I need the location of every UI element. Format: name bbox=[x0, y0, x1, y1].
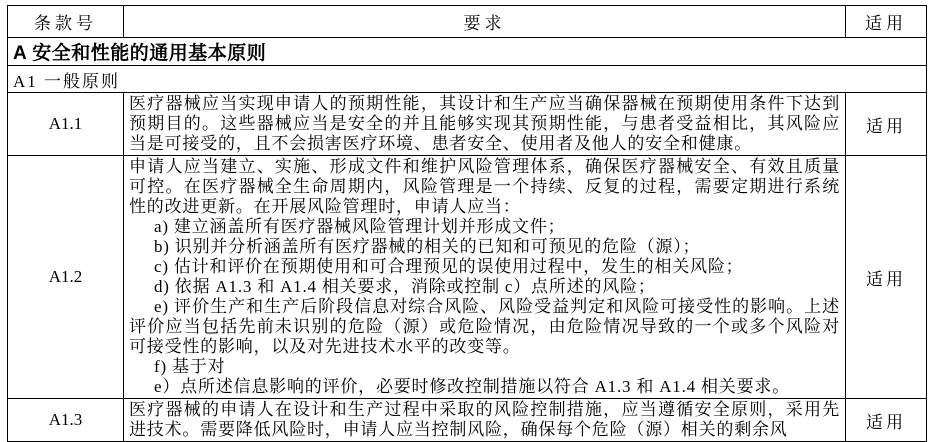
requirement-intro: 申请人应当建立、实施、形成文件和维护风险管理体系，确保医疗器械安全、有效且质量可控。在医疗器械全生命周期内，风险管理是一个持续、反复的过程，需要定期进行系统性的改进更新。在开展风险管理时，申请人应当： bbox=[129, 157, 840, 216]
table-row-a1-3 bbox=[8, 399, 927, 442]
requirement-item-f: f) 基于对 bbox=[154, 357, 226, 376]
section-row-a1 bbox=[8, 66, 927, 93]
clause-number: A1.1 bbox=[8, 93, 124, 156]
requirement-item-e: e) 评价生产和生产后阶段信息对综合风险、风险受益判定和风险可接受性的影响。上述评价应当包括先前未识别的危险（源）或危险情况，由危险情况导致的一个或多个风险对可接受性的影响，以及对先进技术水平的改变等。 bbox=[129, 297, 840, 356]
requirement-item-a: a) 建立涵盖所有医疗器械风险管理计划并形成文件； bbox=[154, 217, 566, 236]
section-title-a1: A1 一般原则 bbox=[8, 66, 927, 93]
requirement-item-b: b) 识别并分析涵盖所有医疗器械的相关的已知和可预见的危险（源）； bbox=[154, 237, 701, 256]
applicable-value: 适用 bbox=[846, 156, 927, 399]
section-title-a: A 安全和性能的通用基本原则 bbox=[8, 38, 927, 66]
table-row-a1-2 bbox=[8, 156, 927, 399]
applicable-value: 适用 bbox=[846, 93, 927, 156]
requirement-item-c: c) 估计和评价在预期使用和可合理预见的误使用过程中，发生的相关风险； bbox=[154, 257, 744, 276]
table-row-a1-1 bbox=[8, 93, 927, 156]
requirement-item-f-continued: e）点所述信息影响的评价，必要时修改控制措施以符合 A1.3 和 A1.4 相关要求。 bbox=[154, 377, 790, 396]
requirement-cell bbox=[124, 156, 846, 399]
header-clause-number: 条款号 bbox=[8, 6, 124, 38]
requirement-cell bbox=[124, 93, 846, 156]
requirement-cell bbox=[124, 399, 846, 442]
header-requirement: 要求 bbox=[124, 6, 846, 38]
table-header-row bbox=[8, 6, 927, 38]
section-row-a bbox=[8, 38, 927, 66]
clause-number: A1.3 bbox=[8, 399, 124, 442]
header-applicable: 适用 bbox=[846, 6, 927, 38]
requirement-paragraph: 医疗器械的申请人在设计和生产过程中采取的风险控制措施，应当遵循安全原则，采用先进技术。需要降低风险时，申请人应当控制风险，确保每个危险（源）相关的剩余风 bbox=[129, 400, 840, 439]
requirement-paragraph: 医疗器械应当实现申请人的预期性能，其设计和生产应当确保器械在预期使用条件下达到预期目的。这些器械应当是安全的并且能够实现其预期性能，与患者受益相比，其风险应当是可接受的，且不会损害医疗环境、患者安全、使用者及他人的安全和健康。 bbox=[129, 94, 840, 153]
requirement-item-d: d) 依据 A1.3 和 A1.4 相关要求，消除或控制 c）点所述的风险； bbox=[154, 277, 656, 296]
requirements-table bbox=[7, 5, 927, 442]
applicable-value: 适用 bbox=[846, 399, 927, 442]
clause-number: A1.2 bbox=[8, 156, 124, 399]
